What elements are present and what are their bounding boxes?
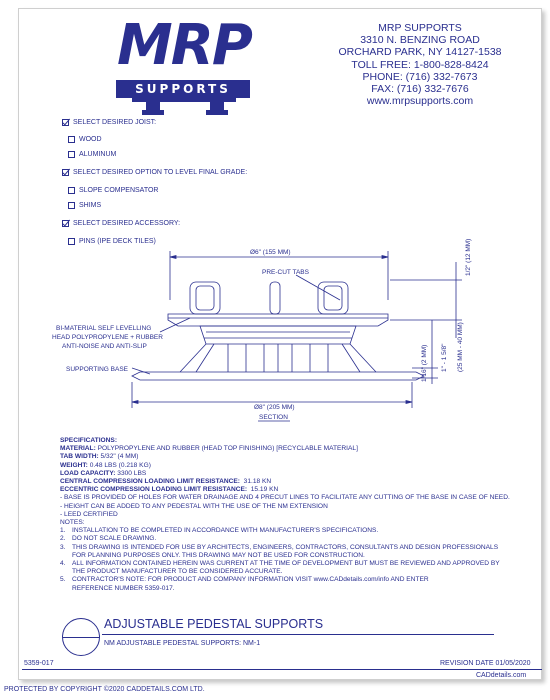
bottom-rule [22, 669, 542, 670]
base-thickness-label: 1/16" (2 MM) [421, 344, 428, 382]
note-item-continued [60, 585, 520, 593]
overall-height-label: 1" - 1 5/8" [441, 343, 448, 372]
top-width-label: Ø6" (155 MM) [250, 249, 291, 256]
address-line: MRP SUPPORTS [378, 22, 462, 34]
option-label: SELECT DESIRED OPTION TO LEVEL FINAL GRADE: [73, 169, 248, 176]
bimaterial-label-3: ANTI-NOISE AND ANTI-SLIP [62, 343, 147, 350]
spec-value: POLYPROPYLENE AND RUBBER (HEAD TOP FINISHING) [RECYCLABLE MATERIAL] [97, 445, 358, 453]
notes-heading: NOTES: [60, 519, 85, 527]
specs-heading: SPECIFICATIONS: [60, 437, 118, 444]
address-line: FAX: (716) 332-7676 [371, 83, 469, 96]
supporting-base-label: SUPPORTING BASE [66, 366, 129, 373]
note-number: 4. [60, 560, 66, 568]
spec-value: 3300 LBS [117, 469, 147, 477]
option-label: PINS (IPE DECK TILES) [79, 238, 156, 245]
spec-label: TAB WIDTH: [60, 453, 99, 461]
note-text: INSTALLATION TO BE COMPLETED IN ACCORDANCE WITH MANUFACTURER'S SPECIFICATIONS. [72, 527, 379, 535]
note-text: CONTRACTOR'S NOTE: FOR PRODUCT AND COMPANY INFORMATION VISIT www.CADdetails.com/info AND ENTER [72, 576, 429, 584]
arrowhead [132, 401, 138, 404]
pedestal-leg [350, 344, 376, 372]
spec-label: MATERIAL: [60, 445, 96, 453]
logo-band: SUPPORTS [116, 80, 250, 98]
address-line: PHONE: (716) 332-7673 [362, 70, 478, 83]
note-text: REFERENCE NUMBER 5359-017. [72, 584, 175, 592]
note-number: 5. [60, 576, 66, 584]
pedestal-body [200, 326, 356, 344]
arrowhead [406, 401, 412, 404]
note-text: ALL INFORMATION CONTAINED HEREIN WAS CURRENT AT THE TIME OF DEVELOPMENT BUT MUST BE REVIEWED AND APPROVED BY [72, 560, 500, 568]
note-text: THE PRODUCT MANUFACTURER TO BE CONSIDERED ACCURATE. [72, 568, 283, 576]
spec-bullet: - BASE IS PROVIDED OF HOLES FOR WATER DRAINAGE AND 4 PRECUT LINES TO FACILITATE ANY CUTTING OF THE BASE IN CASE OF NEED. [60, 494, 510, 502]
note-text: DO NOT SCALE DRAWING. [72, 535, 157, 543]
leader-line [160, 318, 190, 332]
base-width-label: Ø8" (205 MM) [254, 404, 295, 411]
note-item [60, 576, 520, 584]
caddetails-link[interactable]: CADdetails.com [476, 672, 527, 679]
option-label: SELECT DESIRED JOIST: [73, 119, 157, 126]
address-line: ORCHARD PARK, NY 14127-1538 [338, 46, 502, 59]
leader-line [132, 368, 150, 374]
arrowhead [382, 256, 388, 259]
note-number: 3. [60, 543, 66, 551]
pedestal-leg [180, 344, 206, 372]
copyright-notice: PROTECTED BY COPYRIGHT ©2020 CADDETAILS.COM LTD. [4, 686, 205, 693]
website-link[interactable]: www.mrpsupports.com [366, 95, 474, 108]
detail-circle [62, 618, 100, 656]
spec-bullet: - HEIGHT CAN BE ADDED TO ANY PEDESTAL WITH THE USE OF THE NM EXTENSION [60, 502, 328, 510]
spec-value: 5/32" (4 MM) [100, 453, 139, 461]
option-label: SLOPE COMPENSATOR [79, 187, 159, 194]
pre-cut-tabs-label: PRE-CUT TABS [262, 269, 309, 276]
spec-bullet: - LEED CERTIFIED [60, 510, 118, 518]
pre-cut-tab [318, 282, 348, 314]
spec-value: 0.48 LBS (0.218 KG) [89, 461, 151, 469]
pre-cut-tab [270, 282, 280, 314]
note-item [60, 527, 520, 535]
drawing-subtitle: NM ADJUSTABLE PEDESTAL SUPPORTS: NM-1 [104, 640, 261, 647]
option-label: SHIMS [79, 202, 102, 209]
specifications [60, 437, 520, 593]
note-number: 1. [60, 527, 66, 535]
spec-label: LOAD CAPACITY: [60, 469, 116, 477]
spec-label: ECCENTRIC COMPRESSION LOADING LIMIT RESISTANCE: [60, 486, 248, 494]
spec-value: 15.19 KN [250, 486, 279, 494]
drawing-title: ADJUSTABLE PEDESTAL SUPPORTS [104, 617, 324, 631]
note-number: 2. [60, 535, 66, 543]
supporting-base [132, 372, 424, 380]
arrowhead [170, 256, 176, 259]
option-label: WOOD [79, 136, 102, 143]
note-item [60, 544, 520, 552]
spec-value: 31.18 KN [243, 478, 272, 486]
note-item [60, 560, 520, 568]
bimaterial-label-1: BI-MATERIAL SELF LEVELLING [56, 325, 152, 332]
spec-label: WEIGHT: [60, 461, 88, 469]
head-height-label: 1/2" (12 MM) [465, 238, 472, 276]
overall-height-mm-label: (25 MM - 40 MM) [457, 322, 464, 372]
note-item [60, 535, 520, 543]
revision-date: REVISION DATE 01/05/2020 [440, 660, 531, 667]
pre-cut-tab [190, 282, 220, 314]
spec-label: CENTRAL COMPRESSION LOADING LIMIT RESISTANCE: [60, 478, 240, 486]
note-text: FOR PLANNING PURPOSES ONLY. THIS DRAWING MAY NOT BE USED FOR CONSTRUCTION. [72, 551, 365, 559]
note-item-continued [60, 552, 520, 560]
section-label: SECTION [259, 414, 288, 421]
title-underline [102, 634, 494, 635]
address-line: TOLL FREE: 1-800-828-8424 [351, 58, 489, 71]
option-label: SELECT DESIRED ACCESSORY: [73, 220, 181, 227]
note-item-continued [60, 568, 520, 576]
logo-text: MRP [117, 13, 251, 78]
option-label: ALUMINUM [79, 151, 117, 158]
head-plate [168, 314, 388, 326]
bimaterial-label-2: HEAD POLYPROPYLENE + RUBBER [52, 334, 163, 341]
note-text: THIS DRAWING IS INTENDED FOR USE BY ARCHITECTS, ENGINEERS, CONTRACTORS, CONSULTANTS AND DESIGN PROFESSIONALS [72, 543, 499, 551]
reference-number: 5359-017 [24, 660, 54, 667]
address-line: 3310 N. BENZING ROAD [360, 34, 480, 47]
